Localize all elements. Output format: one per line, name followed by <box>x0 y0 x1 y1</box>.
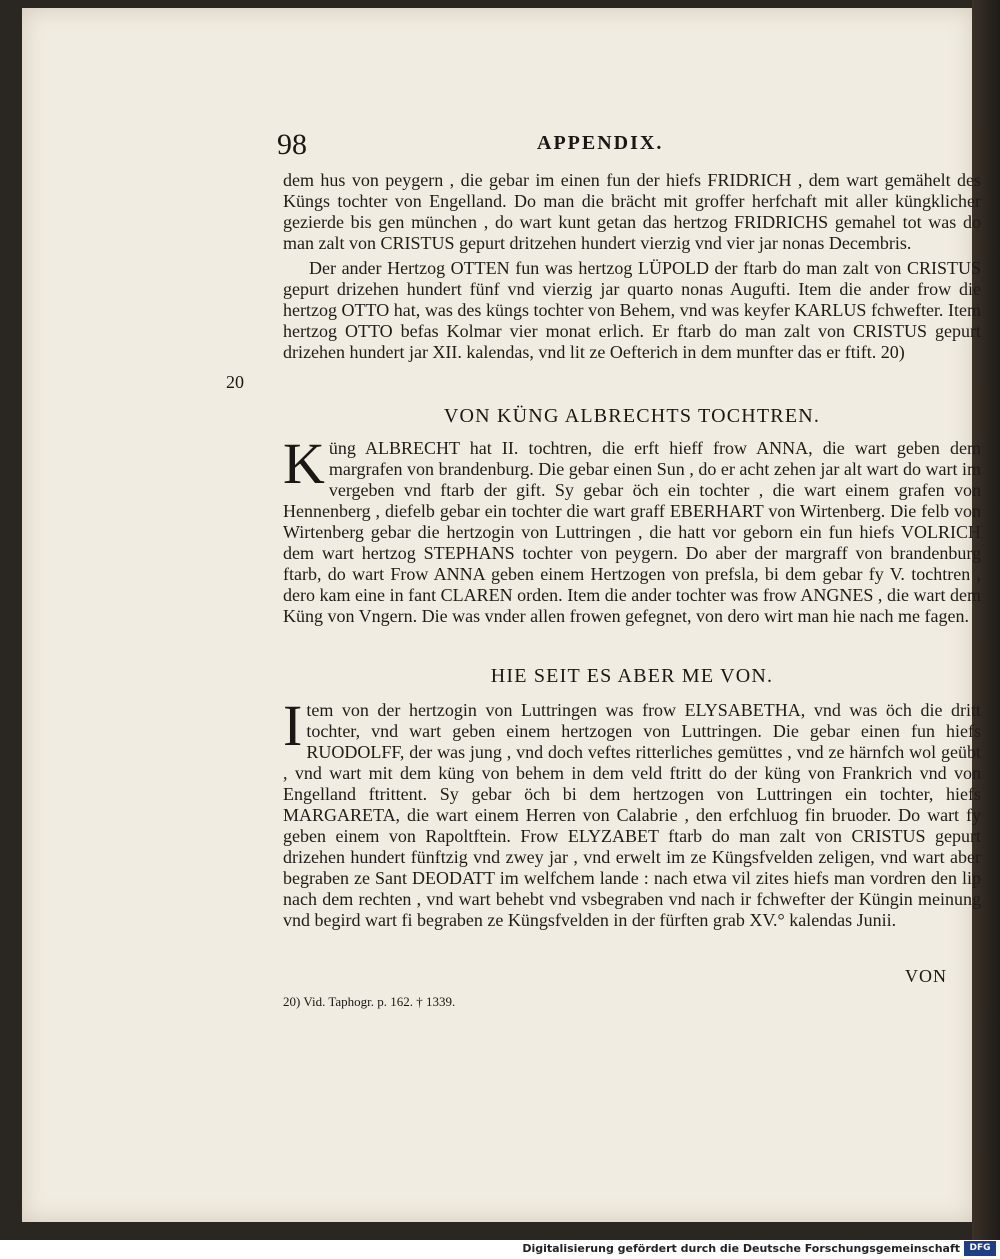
funding-credit: Digitalisierung gefördert durch die Deutsche Forschungsgemeinschaft <box>522 1242 960 1255</box>
text-section-1 <box>283 170 981 363</box>
text-section-2 <box>283 431 981 627</box>
dfg-logo-icon: DFG <box>964 1241 996 1256</box>
running-head: APPENDIX. <box>537 132 664 154</box>
section-heading-2: HIE SEIT ES ABER ME VON. <box>490 665 774 687</box>
footnote: 20) Vid. Taphogr. p. 162. † 1339. <box>283 994 456 1009</box>
paragraph-3: üng ALBRECHT hat II. tochtren, die erft hieff frow ANNA, die wart geben dem margrafen von brandenburg. Die gebar einen Sun , do er acht zehen jar alt wart do wart im vergeben vnd ftarb der gift. Sy gebar öch ein tochter , die wart einem grafen von Hennenberg , diefelb gebar ein tochter die wart graff EBERHART von Wirtenberg. Die felb von Wirtenberg gebar die hertzogin von Luttringen , die hatt vor geborn ein fun hiefs VOLRICH dem wart hertzog STEPHANS tochter von peygern. Do aber der margraff von brandenburg ftarb, do wart Frow ANNA geben einem Hertzogen von prefsla, bi dem gebar fy V. tochtren , dero kam eine in fant CLAREN orden. Item die ander tochter was frow ANGNES , die wart dem Küng von Vngern. Die was vnder allen frowen gefegnet, von dero wirt man hie nach me fagen. <box>283 438 981 626</box>
page-number: 98 <box>277 128 307 161</box>
text-section-3 <box>283 693 981 931</box>
paragraph-1: dem hus von peygern , die gebar im einen fun der hiefs FRIDRICH , dem wart gemähelt des Küngs tochter von Engelland. Do man die brächt mit groffer herfchaft mit aller küngklicher gezierde bis gen münchen , do wart kunt getan das hertzog FRIDRICHS gemahel tot was do man zalt von CRISTUS gepurt dritzehen hundert vierzig vnd vier jar nonas Decembris. <box>283 170 981 253</box>
page-header <box>275 128 975 168</box>
section-heading-1: VON KÜNG ALBRECHTS TOCHTREN. <box>443 405 821 427</box>
drop-cap-k: K <box>283 431 325 496</box>
paragraph-2: Der ander Hertzog OTTEN fun was hertzog LÜPOLD der ftarb do man zalt von CRISTUS gepurt drizehen hundert fünf vnd vierzig jar quarto nonas Augufti. Item die ander frow die hertzog OTTO hat, was des küngs tochter von Behem, vnd was keyfer KARLUS fchwefter. Item hertzog OTTO befas Kolmar vier monat erlich. Er ftarb do man zalt von CRISTUS gepurt drizehen hundert jar XII. kalendas, vnd lit ze Oefterich in dem munfter das er ftift. 20) <box>283 258 981 362</box>
drop-cap-i: I <box>283 693 303 758</box>
digitization-footer <box>0 1240 1000 1259</box>
margin-line-number: 20 <box>226 372 244 392</box>
catchword: VON <box>905 966 947 986</box>
paragraph-4: tem von der hertzogin von Luttringen was frow ELYSABETHA, vnd was öch die dritt tochter, vnd wart geben einem hertzogen von Luttringen. Die gebar einen fun hiefs RUODOLFF, der was jung , vnd doch veftes ritterliches gemüttes , vnd ze härnfch wol geübt , vnd wart mit dem küng von behem in dem veld ftritt do der küng von Frankrich vnd von Engelland ftrittent. Sy gebar öch bi dem hertzogen von Luttringen ein tochter, hiefs MARGARETA, die wart einem Herren von Calabrie , den erfchluog fin bruoder. Do wart fy geben einem von Rapoltftein. Frow ELYZABET ftarb do man zalt von CRISTUS gepurt drizehen hundert fünftzig vnd zwey jar , vnd erwelt im ze Küngsfvelden zeligen, vnd wart aber begraben ze Sant DEODATT im welfchem lande : nach etwa vil zites hiefs man vordren den lip nach dem rechten , vnd wart behebt vnd vsbegraben vnd nach ir fchwefter der Küngin meinung vnd begird wart fi begraben ze Küngsfvelden in der fürften grab XV.° kalendas Junii. <box>283 700 981 930</box>
